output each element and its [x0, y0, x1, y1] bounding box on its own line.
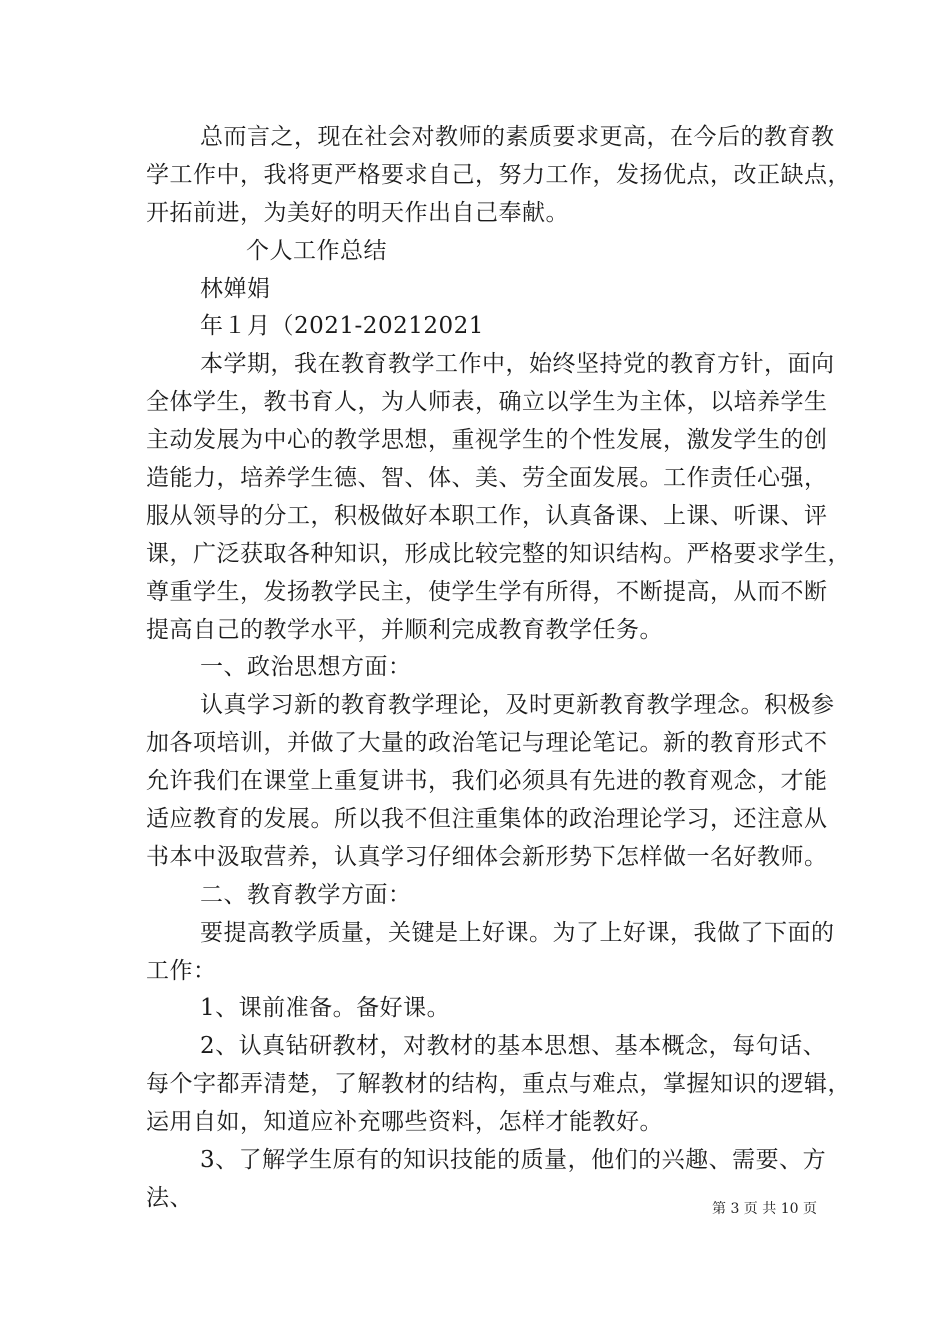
paragraph-line: 运用自如，知道应补充哪些资料，怎样才能教好。 [146, 1109, 663, 1135]
section-title: 个人工作总结 [246, 238, 387, 264]
paragraph-line: 造能力，培养学生德、智、体、美、劳全面发展。工作责任心强， [146, 465, 828, 491]
paragraph-line: 本学期，我在教育教学工作中，始终坚持党的教育方针，面向 [200, 351, 835, 377]
paragraph-line: 要提高教学质量，关键是上好课。为了上好课，我做了下面的 [200, 920, 835, 946]
paragraph-line: 允许我们在课堂上重复讲书，我们必须具有先进的教育观念，才能 [146, 768, 828, 794]
paragraph-line: 开拓前进，为美好的明天作出自己奉献。 [146, 200, 569, 226]
paragraph-line: 每个字都弄清楚，了解教材的结构，重点与难点，掌握知识的逻辑， [146, 1071, 851, 1097]
paragraph-line: 课，广泛获取各种知识，形成比较完整的知识结构。严格要求学生， [146, 541, 851, 567]
paragraph-line: 加各项培训，并做了大量的政治笔记与理论笔记。新的教育形式不 [146, 730, 828, 756]
section-heading: 二、教育教学方面： [200, 882, 412, 908]
paragraph-line: 适应教育的发展。所以我不但注重集体的政治理论学习，还注意从 [146, 806, 828, 832]
paragraph-line: 总而言之，现在社会对教师的素质要求更高，在今后的教育教 [200, 124, 835, 150]
paragraph-line: 学工作中，我将更严格要求自己，努力工作，发扬优点，改正缺点， [146, 162, 851, 188]
paragraph-line: 尊重学生，发扬教学民主，使学生学有所得，不断提高，从而不断 [146, 579, 828, 605]
paragraph-line: 书本中汲取营养，认真学习仔细体会新形势下怎样做一名好教师。 [146, 844, 828, 870]
paragraph-line: 认真学习新的教育教学理论，及时更新教育教学理念。积极参 [200, 692, 835, 718]
paragraph-line: 工作： [146, 958, 217, 984]
paragraph-line: 全体学生，教书育人，为人师表，确立以学生为主体，以培养学生 [146, 389, 828, 415]
section-heading: 一、政治思想方面： [200, 654, 412, 680]
author-name: 林婵娟 [200, 276, 271, 302]
paragraph-line: 法、 [146, 1185, 193, 1211]
date-line: 年１月（2021-20212021 [200, 313, 484, 339]
paragraph-line: 服从领导的分工，积极做好本职工作，认真备课、上课、听课、评 [146, 503, 828, 529]
list-item: 1、课前准备。备好课。 [200, 995, 451, 1021]
paragraph-line: 主动发展为中心的教学思想，重视学生的个性发展，激发学生的创 [146, 427, 828, 453]
list-item: 3、了解学生原有的知识技能的质量，他们的兴趣、需要、方 [200, 1147, 827, 1173]
paragraph-line: 提高自己的教学水平，并顺利完成教育教学任务。 [146, 617, 663, 643]
page-number: 第 3 页 共 10 页 [712, 1201, 817, 1217]
list-item: 2、认真钻研教材，对教材的基本思想、基本概念，每句话、 [200, 1033, 827, 1059]
